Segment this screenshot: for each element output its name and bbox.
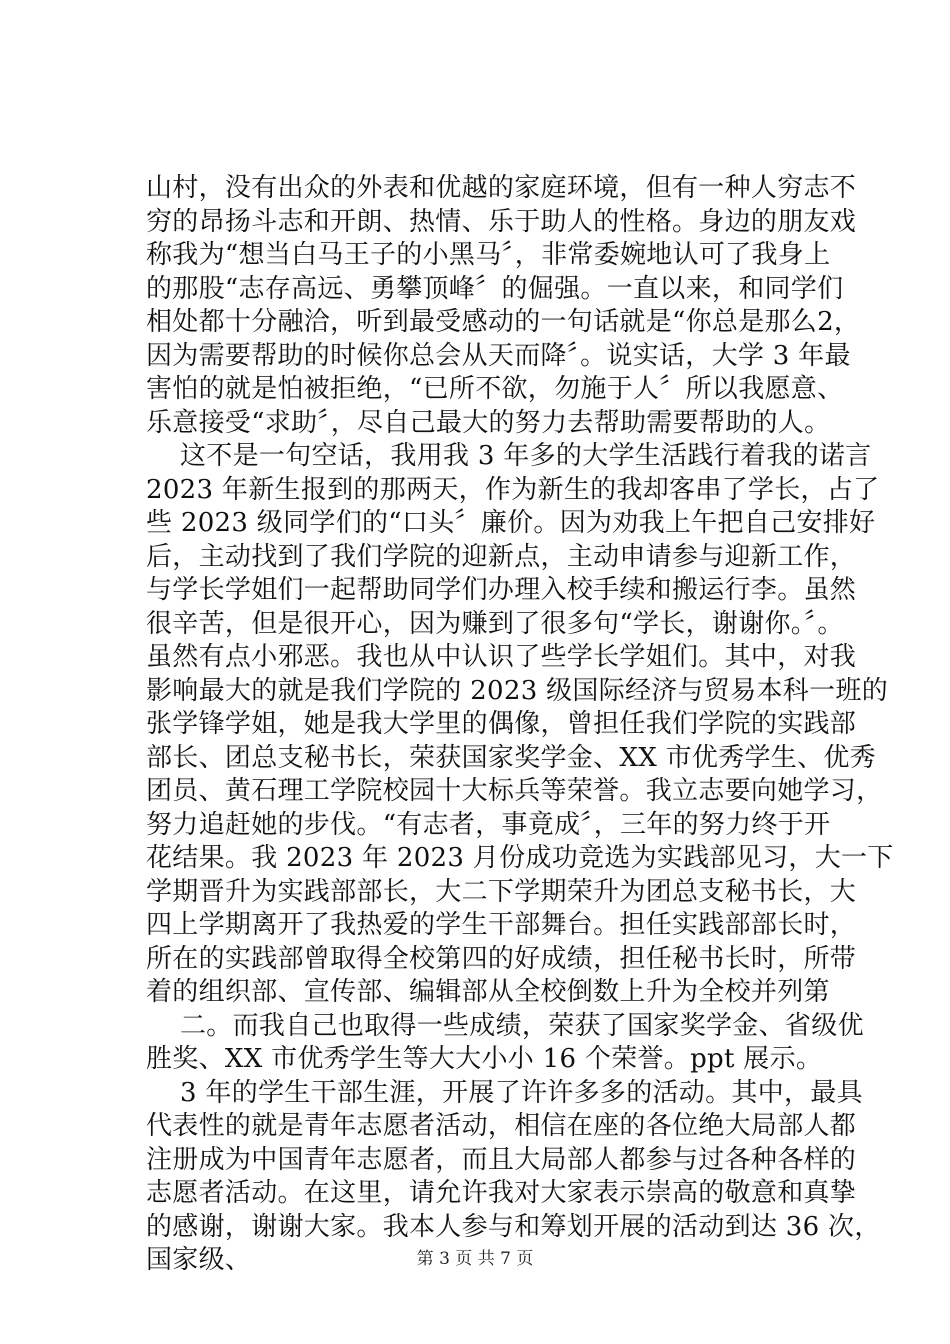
text-line: 穷的昂扬斗志和开朗、热情、乐于助人的性格。身边的朋友戏 <box>146 206 857 237</box>
text-line: 花结果。我 2023 年 2023 月份成功竞选为实践部见习，大一下 <box>146 843 894 873</box>
text-line: 注册成为中国青年志愿者，而且大局部人都参与过各种各样的 <box>146 1144 857 1175</box>
text-line: 努力追赶她的步伐。“有志者，事竟成〞，三年的努力终于开 <box>146 809 831 840</box>
text-line: 虽然有点小邪恶。我也从中认识了些学长学姐们。其中，对我 <box>146 642 857 672</box>
text-line: 影响最大的就是我们学院的 2023 级国际经济与贸易本科一班的 <box>146 675 888 706</box>
text-line: 称我为“想当白马王子的小黑马〞，非常委婉地认可了我身上 <box>146 240 831 270</box>
text-line: 二。而我自己也取得一些成绩，荣获了国家奖学金、省级优 <box>180 1010 864 1041</box>
text-line: 代表性的就是青年志愿者活动，相信在座的各位绝大局部人都 <box>146 1111 857 1141</box>
text-line: 张学锋学姐，她是我大学里的偶像，曾担任我们学院的实践部 <box>146 709 857 739</box>
text-line: 很辛苦，但是很开心，因为赚到了很多句“学长，谢谢你。〞。 <box>146 608 844 639</box>
document-body <box>146 172 894 1278</box>
text-line: 着的组织部、宣传部、编辑部从全校倒数上升为全校并列第 <box>146 977 830 1007</box>
text-line: 四上学期离开了我热爱的学生干部舞台。担任实践部部长时， <box>146 910 857 940</box>
text-line: 3 年的学生干部生涯，开展了许许多多的活动。其中，最具 <box>180 1077 863 1108</box>
text-line: 因为需要帮助的时候你总会从天而降〞。说实话，大学 3 年最 <box>146 340 851 371</box>
text-line: 的那股“志存高远、勇攀顶峰〞的倔强。一直以来，和同学们 <box>146 273 844 304</box>
text-line: 相处都十分融洽，听到最受感动的一句话就是“你总是那么2， <box>146 307 861 337</box>
text-line: 乐意接受“求助〞，尽自己最大的努力去帮助需要帮助的人。 <box>146 407 831 438</box>
text-line: 学期晋升为实践部部长，大二下学期荣升为团总支秘书长，大 <box>146 876 857 907</box>
text-line: 害怕的就是怕被拒绝，“已所不欲，勿施于人〞所以我愿意、 <box>146 374 844 404</box>
text-line: 志愿者活动。在这里，请允许我对大家表示崇高的敬意和真挚 <box>146 1178 857 1208</box>
page-footer: 第 3 页 共 7 页 <box>416 1249 534 1269</box>
text-line: 些 2023 级同学们的“口头〞廉价。因为劝我上午把自己安排好 <box>146 508 876 538</box>
text-line: 的感谢，谢谢大家。我本人参与和筹划开展的活动到达 36 次， <box>146 1211 881 1242</box>
text-line: 这不是一句空话，我用我 3 年多的大学生活践行着我的诺言 <box>180 441 872 471</box>
text-line: 后，主动找到了我们学院的迎新点，主动申请参与迎新工作， <box>146 541 857 572</box>
text-line: 山村，没有出众的外表和优越的家庭环境，但有一种人穷志不 <box>146 173 857 203</box>
text-line: 胜奖、XX 市优秀学生等大大小小 16 个荣誉。ppt 展示。 <box>146 1044 823 1074</box>
text-line: 与学长学姐们一起帮助同学们办理入校手续和搬运行李。虽然 <box>146 575 857 605</box>
text-line: 国家级、 <box>146 1245 252 1275</box>
text-line: 所在的实践部曾取得全校第四的好成绩，担任秘书长时，所带 <box>146 943 857 974</box>
text-line: 团员、黄石理工学院校园十大标兵等荣誉。我立志要向她学习， <box>146 776 883 806</box>
text-line: 部长、团总支秘书长，荣获国家奖学金、XX 市优秀学生、优秀 <box>146 742 876 773</box>
text-line: 2023 年新生报到的那两天，作为新生的我却客串了学长，占了 <box>146 474 880 505</box>
